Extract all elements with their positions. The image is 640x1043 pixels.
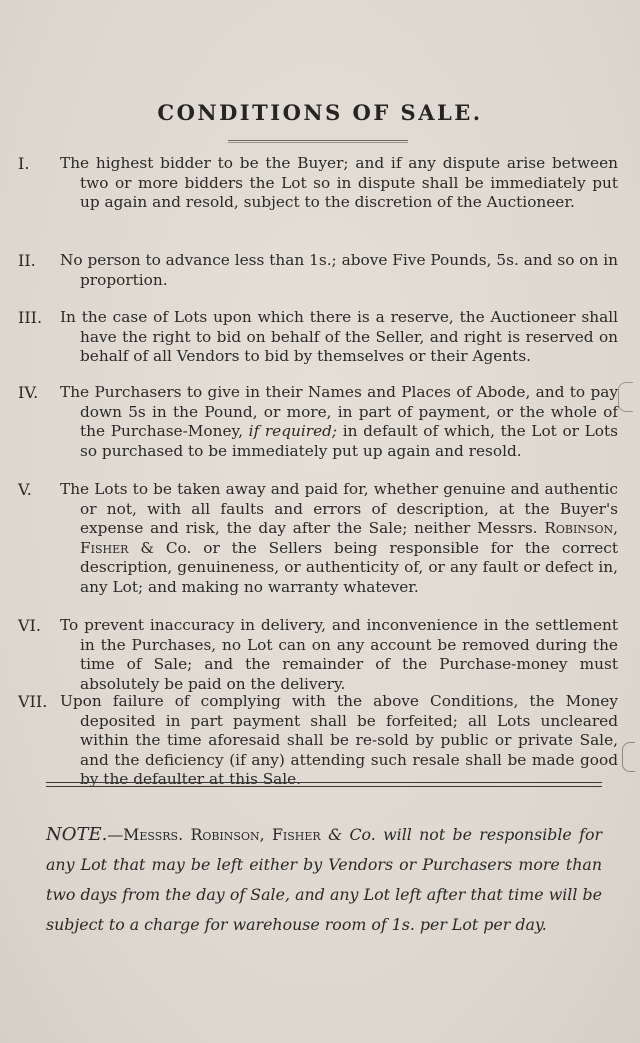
note-dash: — [107,825,124,844]
condition-text-part: in default of which, the Lot or Lots so purchased to be immediately put up again and resold. [80,422,618,460]
condition-7 [18,692,618,790]
note-messrs: Messrs. [123,825,184,844]
condition-numeral: I. [18,154,30,173]
firm-name-comma: , [613,519,618,537]
condition-numeral: II. [18,251,36,270]
condition-text: The highest bidder to be the Buyer; and if any dispute arise between two or more bidders the Lot so in dispute shall be immediately put up again and resold, subject to the discretion of the Auctioneer. [60,154,618,211]
condition-text: In the case of Lots upon which there is a reserve, the Auctioneer shall have the right to bid on behalf of the Seller, and right is reserved on behalf of all Vendors to bid by themselves or their Agents. [60,308,618,365]
condition-text: No person to advance less than 1s.; above Five Pounds, 5s. and so on in proportion. [60,251,618,289]
condition-text-part: The Purchasers to give in their Names and Places of Abode, and to pay down 5s in the Pound, or more, in part of payment, or the whole of the Purchase-Money, [60,383,618,440]
page-edge-mark [618,382,633,412]
section-divider [46,782,602,787]
note-firm-fisher: Fisher [271,825,321,844]
condition-text: To prevent inaccuracy in delivery, and inconvenience in the settlement in the Purchases, no Lot can on any account be removed during the time of Sale; and the remainder of the Purchase-money must absolutely be paid on the delivery. [60,616,618,693]
condition-3 [18,308,618,367]
firm-name-robinson: Robinson [544,519,614,537]
condition-text-part: The Lots to be taken away and paid for, whether genuine and authentic or not, with all faults and errors of description, at the Buyer's expense and risk, the day after the Sale; neither Messrs. [60,480,618,537]
note-comma: , [259,825,265,844]
condition-numeral: VI. [18,616,41,635]
footer-note [46,820,602,940]
condition-numeral: IV. [18,383,39,402]
condition-numeral: VII. [18,692,48,711]
firm-name-fisher: Fisher [80,538,129,557]
condition-6 [18,616,618,694]
condition-text-emphasis: if required; [248,422,338,440]
page-edge-mark [622,742,635,772]
page-title: CONDITIONS OF SALE. [157,100,483,125]
condition-5 [18,480,618,597]
condition-numeral: III. [18,308,43,327]
condition-text [60,480,618,597]
condition-1 [18,154,618,213]
condition-numeral: V. [18,480,32,499]
note-text: & Co. will not be responsible for any Lot that may be left either by Vendors or Purchasers more than two days from the day of Sale, and any Lot left after that time will be subject to a charge for warehouse room of 1s. per Lot per day. [46,825,603,934]
condition-text [60,383,618,461]
note-firm-robinson: Robinson [190,825,260,844]
title-underline [228,140,408,143]
note-lead: NOTE. [46,824,108,845]
condition-2 [18,251,618,290]
condition-text: Upon failure of complying with the above Conditions, the Money deposited in part payment shall be forfeited; all Lots uncleared within the time aforesaid shall be re-sold by public or private Sale, and the deficiency (if any) attending such resale shall be made good by the defaulter at this Sale. [60,692,618,788]
condition-4 [18,383,618,461]
condition-text-part: & Co. or the Sellers being responsible for the correct description, genuineness, or authenticity of, or any fault or defect in, any Lot; and making no warranty whatever. [80,538,618,596]
